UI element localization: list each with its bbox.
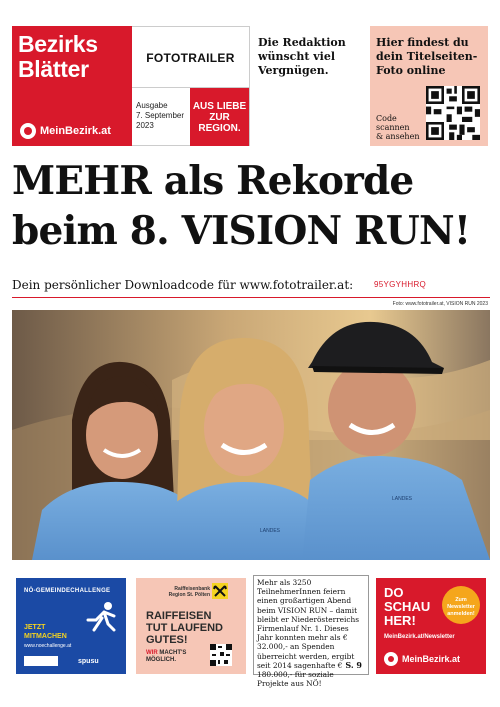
cover-photo: [12, 310, 490, 560]
ad-schau-headline: DO SCHAU HER!: [384, 585, 431, 628]
ad-raiffeisen[interactable]: [136, 578, 246, 674]
meinbezirk-flower-icon: [20, 123, 36, 139]
qr-code-icon[interactable]: [426, 86, 480, 140]
article-teaser: [253, 575, 369, 689]
photo-illustration: [12, 310, 490, 560]
meinbezirk-flower-icon: [384, 652, 398, 666]
raiffeisen-giebelkreuz-icon: [212, 583, 228, 599]
red-rule: [12, 297, 490, 298]
page-reference[interactable]: S. 9: [345, 659, 362, 670]
fototrailer-box: [132, 26, 250, 146]
scan-hint: Code scannen & ansehen: [376, 114, 420, 141]
brand-name: Bezirks Blätter: [18, 31, 98, 82]
ad-raiff-sub: WIR MACHT'S MÖGLICH.: [146, 650, 187, 663]
shirt-logo-text-right: LANDES: [392, 496, 413, 502]
raiff-qr-code-icon[interactable]: [210, 644, 232, 666]
redaktion-box: [250, 26, 368, 146]
titelseite-box: [370, 26, 488, 146]
photo-credit: Foto: www.fototrailer.at, VISION RUN 2023: [392, 301, 488, 307]
ad-raiff-bank: Raiffeisenbank Region St. Pölten: [168, 586, 210, 598]
runner-icon: [84, 600, 120, 636]
redaktion-text: Die Redaktion wünscht viel Vergnügen.: [258, 36, 346, 77]
bezirksblaetter-logo[interactable]: [12, 26, 132, 146]
download-text: Dein persönlicher Downloadcode für www.fototrailer.at:: [12, 278, 354, 292]
ad-noe-title: NÖ-GEMEINDECHALLENGE: [24, 588, 111, 594]
ad-raiff-slogan: RAIFFEISEN TUT LAUFEND GUTES!: [146, 610, 223, 646]
shirt-logo-text: LANDES: [260, 528, 281, 534]
newsletter-badge: Zum Newsletter anmelden!: [442, 586, 480, 624]
download-code[interactable]: 95YGYHHRQ: [374, 280, 427, 289]
region-tag: AUS LIEBE ZUR REGION.: [190, 88, 249, 146]
ad-noe-sponsor: spusu: [78, 658, 99, 665]
ad-newsletter[interactable]: [376, 578, 486, 674]
ad-noe-url: www.noechallenge.at: [24, 643, 72, 649]
titelseite-text: Hier findest du dein Titelseiten- Foto online: [376, 36, 478, 77]
issue-info: Ausgabe 7. September 2023: [136, 101, 185, 130]
newsletter-url[interactable]: MeinBezirk.at/Newsletter: [384, 634, 455, 640]
headline: MEHR als Rekorde beim 8. VISION RUN!: [12, 158, 471, 254]
site-name: MeinBezirk.at: [20, 123, 111, 139]
ad-noe-gemeindechallenge[interactable]: [16, 578, 126, 674]
meinbezirk-brand: MeinBezirk.at: [384, 652, 460, 666]
article-text: Mehr als 3250 TeilnehmerInnen feiern einen großartigen Abend beim VISION RUN – damit bleibt er Niederösterreichs Firmenlauf Nr. 1. Dieses Jahr konnten mehr als € 32.000,- an Spenden überreicht werden, ergibt seit 2014 sagenhafte € 180.000,- für soziale Projekte aus NÖ!: [257, 578, 360, 689]
noe-logo-icon: [24, 656, 58, 666]
ad-noe-cta: JETZT MITMACHEN: [24, 624, 67, 640]
section-title: FOTOTRAILER: [146, 51, 235, 65]
